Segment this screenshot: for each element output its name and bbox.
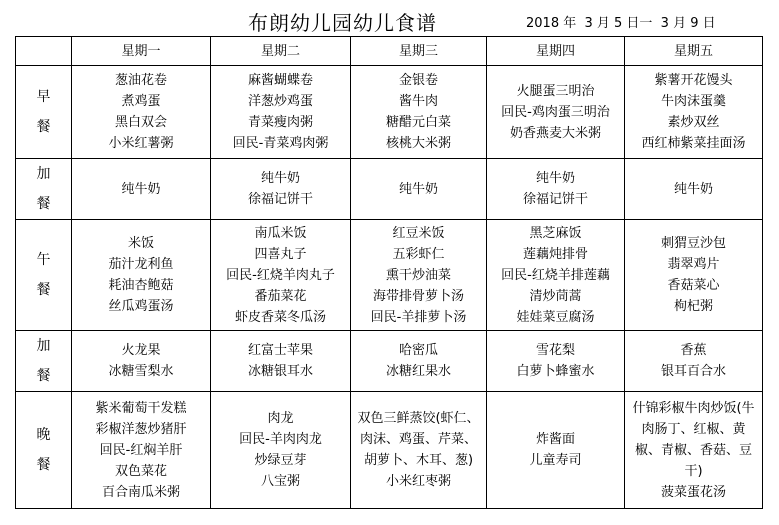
- menu-cell-lunch-thu: [487, 220, 625, 331]
- dish-item: 熏干炒油菜: [385, 267, 451, 283]
- menu-cell-snack1-mon: [72, 159, 211, 220]
- dish-item: 四喜丸子: [254, 246, 307, 262]
- dish-item: 黑白双会: [114, 115, 167, 130]
- dish-item: 徐福记饼干: [247, 192, 313, 207]
- dish-item: 徐福记饼干: [522, 192, 588, 207]
- dish-item: 枸杞粥: [673, 299, 713, 314]
- dish-item: 红豆米饭: [392, 225, 445, 241]
- dish-item: 香菇菜心: [667, 278, 720, 293]
- dish-item: 素炒双丝: [667, 115, 720, 130]
- menu-cell-snack1-wed: [351, 159, 487, 220]
- meal-label-char: 早: [36, 89, 51, 105]
- meal-label: [34, 159, 54, 219]
- day-header-tue: 星期二: [211, 37, 351, 66]
- dish-item: 白萝卜蜂蜜水: [516, 364, 595, 379]
- dish-item: 香蕉: [680, 343, 707, 358]
- dish-item: 虾皮香菜冬瓜汤: [234, 309, 326, 325]
- day-header-wed: 星期三: [351, 37, 487, 66]
- dish-item: 番茄菜花: [254, 288, 307, 304]
- dish-item: 酱牛肉: [398, 94, 438, 109]
- meal-label-char: 餐: [36, 457, 51, 473]
- dish-item: 煮鸡蛋: [121, 94, 161, 109]
- meal-label-cell: [16, 66, 72, 159]
- menu-table: [15, 36, 763, 509]
- meal-label-char: 加: [36, 338, 51, 354]
- dish-item: 回民-羊排萝卜汤: [370, 309, 467, 325]
- meal-label: [34, 82, 54, 142]
- dish-item: 耗油杏鲍菇: [108, 278, 174, 293]
- dish-item: 黑芝麻饭: [529, 225, 582, 241]
- dish-item: 炸酱面: [535, 432, 575, 447]
- dish-item: 彩椒洋葱炒猪肝: [95, 421, 187, 437]
- meal-row-snack1: [16, 159, 763, 220]
- dish-item: 双色菜花: [114, 463, 167, 479]
- dish-item: 清炒茼蒿: [529, 288, 582, 304]
- dish-item: 八宝粥: [260, 474, 300, 489]
- dish-item: 奶香燕麦大米粥: [509, 125, 601, 141]
- dish-item: 冰糖银耳水: [247, 364, 313, 379]
- dish-item: 娃娃菜豆腐汤: [516, 309, 595, 325]
- dish-item: 双色三鲜蒸饺(虾仁、肉沫、鸡蛋、芹菜、胡萝卜、木耳、葱): [357, 411, 480, 468]
- dish-item: 茄汁龙利鱼: [108, 257, 174, 272]
- dish-item: 红富士苹果: [247, 343, 313, 358]
- menu-cell-lunch-fri: [625, 220, 763, 331]
- meal-row-lunch: [16, 220, 763, 331]
- dish-item: 火龙果: [121, 343, 161, 358]
- dish-item: 青菜瘦肉粥: [247, 115, 313, 130]
- dish-item: 核桃大米粥: [385, 136, 451, 151]
- dish-item: 葱油花卷: [114, 73, 167, 88]
- meal-label-cell: [16, 392, 72, 509]
- meal-label-char: 餐: [36, 368, 51, 384]
- date-range: 2018 年 3 月 5 日一 3 月 9 日: [526, 16, 716, 31]
- dish-item: 紫米葡萄干发糕: [95, 400, 187, 416]
- dish-item: 纯牛奶: [398, 181, 438, 197]
- page-title: 布朗幼儿园幼儿食谱: [248, 11, 437, 35]
- dish-item: 麻酱蝴蝶卷: [247, 73, 313, 88]
- menu-cell-snack2-wed: [351, 331, 487, 392]
- menu-cell-snack2-tue: [211, 331, 351, 392]
- menu-cell-snack2-mon: [72, 331, 211, 392]
- menu-cell-dinner-fri: [625, 392, 763, 509]
- dish-item: 回民-青菜鸡肉粥: [232, 136, 329, 151]
- dish-item: 金银卷: [398, 73, 438, 88]
- meal-label-char: 晚: [36, 427, 51, 443]
- menu-cell-breakfast-thu: [487, 66, 625, 159]
- menu-cell-lunch-wed: [351, 220, 487, 331]
- meal-label-cell: [16, 331, 72, 392]
- meal-label: [34, 420, 54, 480]
- menu-cell-breakfast-mon: [72, 66, 211, 159]
- dish-item: 冰糖雪梨水: [108, 364, 174, 379]
- dish-item: 莲藕炖排骨: [522, 246, 588, 262]
- dish-item: 丝瓜鸡蛋汤: [108, 299, 174, 314]
- header-row: [16, 37, 763, 66]
- menu-cell-snack1-tue: [211, 159, 351, 220]
- meal-label-char: 加: [36, 166, 51, 182]
- dish-item: 肉龙: [267, 411, 294, 426]
- dish-item: 纯牛奶: [121, 181, 161, 197]
- dish-item: 儿童寿司: [529, 453, 582, 468]
- day-header-mon: 星期一: [72, 37, 211, 66]
- dish-item: 小米红薯粥: [108, 136, 174, 151]
- meal-label: [34, 331, 54, 391]
- dish-item: 回民-红烧羊肉丸子: [226, 267, 335, 283]
- dish-item: 米饭: [127, 236, 154, 251]
- day-header-fri: 星期五: [625, 37, 763, 66]
- dish-item: 洋葱炒鸡蛋: [247, 94, 313, 109]
- menu-cell-dinner-wed: [351, 392, 487, 509]
- meal-label-char: 午: [36, 252, 51, 268]
- meal-label-char: 餐: [36, 119, 51, 135]
- meal-label-cell: [16, 159, 72, 220]
- dish-item: 南瓜米饭: [254, 225, 307, 241]
- dish-item: 哈密瓜: [398, 343, 438, 358]
- dish-item: 紫薯开花馒头: [654, 73, 733, 88]
- dish-item: 纯牛奶: [260, 171, 300, 186]
- meal-label: [34, 245, 54, 305]
- meal-row-breakfast: [16, 66, 763, 159]
- dish-item: 回民-红烧羊排莲藕: [501, 267, 610, 283]
- dish-item: 银耳百合水: [660, 364, 726, 379]
- dish-item: 小米红枣粥: [385, 474, 451, 489]
- dish-item: 海带排骨萝卜汤: [372, 288, 464, 304]
- dish-item: 回民-羊肉肉龙: [239, 432, 322, 447]
- dish-item: 回民-鸡肉蛋三明治: [501, 104, 610, 120]
- dish-item: 西红柿紫菜挂面汤: [641, 136, 746, 151]
- menu-cell-snack2-thu: [487, 331, 625, 392]
- menu-cell-breakfast-fri: [625, 66, 763, 159]
- dish-item: 百合南瓜米粥: [101, 484, 180, 500]
- dish-item: 雪花梨: [535, 343, 575, 358]
- menu-cell-lunch-mon: [72, 220, 211, 331]
- meal-row-snack2: [16, 331, 763, 392]
- meal-label-char: 餐: [36, 196, 51, 212]
- dish-item: 刺猬豆沙包: [660, 236, 726, 251]
- menu-cell-dinner-thu: [487, 392, 625, 509]
- menu-cell-snack2-fri: [625, 331, 763, 392]
- menu-cell-dinner-mon: [72, 392, 211, 509]
- dish-item: 炒绿豆芽: [254, 453, 307, 468]
- meal-label-char: 餐: [36, 282, 51, 298]
- dish-item: 菠菜蛋花汤: [660, 484, 726, 500]
- dish-item: 火腿蛋三明治: [516, 83, 595, 99]
- menu-cell-dinner-tue: [211, 392, 351, 509]
- dish-item: 牛肉沫蛋羹: [660, 94, 726, 109]
- menu-cell-snack1-fri: [625, 159, 763, 220]
- dish-item: 糖醋元白菜: [385, 115, 451, 130]
- meal-row-dinner: [16, 392, 763, 509]
- dish-item: 五彩虾仁: [392, 246, 445, 262]
- dish-item: 什锦彩椒牛肉炒饭(牛肉肠丁、红椒、黄椒、青椒、香菇、豆干): [632, 400, 755, 479]
- menu-cell-lunch-tue: [211, 220, 351, 331]
- menu-cell-breakfast-wed: [351, 66, 487, 159]
- day-header-thu: 星期四: [487, 37, 625, 66]
- dish-item: 翡翠鸡片: [667, 257, 720, 272]
- dish-item: 回民-红焖羊肝: [99, 442, 183, 458]
- dish-item: 冰糖红果水: [385, 364, 451, 379]
- corner-cell: [16, 37, 72, 66]
- menu-cell-snack1-thu: [487, 159, 625, 220]
- menu-cell-breakfast-tue: [211, 66, 351, 159]
- dish-item: 纯牛奶: [535, 171, 575, 186]
- dish-item: 纯牛奶: [673, 181, 713, 197]
- meal-label-cell: [16, 220, 72, 331]
